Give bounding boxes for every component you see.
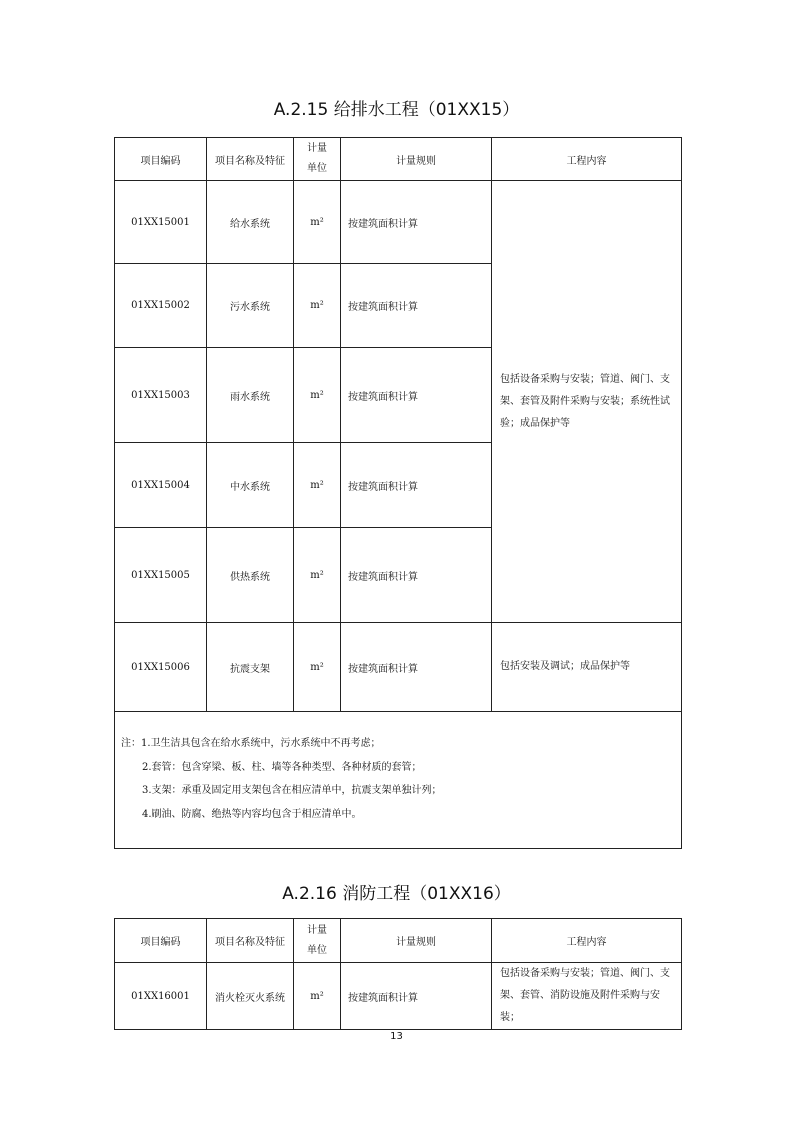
- table-header-row: [115, 919, 682, 963]
- table-row: [115, 181, 682, 264]
- header-rule: 计量规则: [341, 919, 492, 963]
- row-code: 01XX16001: [115, 963, 207, 1030]
- row-unit: m²: [294, 264, 341, 348]
- header-unit-line1: 计量: [307, 143, 327, 154]
- row-name: 给水系统: [207, 181, 294, 264]
- row-unit: m²: [294, 348, 341, 443]
- row-name: 抗震支架: [207, 623, 294, 712]
- merged-work-content: 包括设备采购与安装；管道、阀门、支架、套管及附件采购与安装；系统性试验；成品保护等: [492, 181, 682, 623]
- header-unit: [294, 919, 341, 963]
- row-unit: m²: [294, 528, 341, 623]
- header-unit-line2: 单位: [307, 944, 327, 956]
- notes-cell: [115, 712, 682, 849]
- header-code: 项目编码: [115, 138, 207, 181]
- row-unit: m²: [294, 443, 341, 528]
- row-code: 01XX15006: [115, 623, 207, 712]
- header-code: 项目编码: [115, 919, 207, 963]
- header-content: 工程内容: [492, 138, 682, 181]
- row-rule: 按建筑面积计算: [341, 348, 492, 443]
- row-rule: 按建筑面积计算: [341, 963, 492, 1030]
- row-rule: 按建筑面积计算: [341, 181, 492, 264]
- table-row: [115, 623, 682, 712]
- header-name: 项目名称及特征: [207, 138, 294, 181]
- header-unit-line2: 单位: [307, 163, 327, 174]
- row-name: 污水系统: [207, 264, 294, 348]
- row-rule: 按建筑面积计算: [341, 264, 492, 348]
- row-name: 中水系统: [207, 443, 294, 528]
- row-code: 01XX15004: [115, 443, 207, 528]
- row-code: 01XX15001: [115, 181, 207, 264]
- note-line: 4.刷油、防腐、绝热等内容均包含于相应清单中。: [142, 808, 362, 820]
- row-name: 雨水系统: [207, 348, 294, 443]
- row-rule: 按建筑面积计算: [341, 443, 492, 528]
- section-title-2-15: A.2.15 给排水工程（01XX15）: [273, 100, 520, 120]
- header-unit: [294, 138, 341, 181]
- drainage-works-table: [114, 137, 682, 849]
- note-line: 3.支架：承重及固定用支架包含在相应清单中，抗震支架单独计列；: [142, 785, 442, 796]
- row-unit: m²: [294, 181, 341, 264]
- fire-protection-table: [114, 918, 682, 1030]
- header-content: 工程内容: [492, 919, 682, 963]
- row-name: 供热系统: [207, 528, 294, 623]
- page-number: 13: [390, 1031, 403, 1042]
- header-unit-line1: 计量: [307, 924, 327, 936]
- row-work-content: [492, 963, 682, 1030]
- row-code: 01XX15003: [115, 348, 207, 443]
- table-row: [115, 963, 682, 1030]
- row-unit: m²: [294, 963, 341, 1030]
- row-code: 01XX15002: [115, 264, 207, 348]
- content-line: 架、套管、消防设施及附件采购与安装；: [500, 990, 660, 1023]
- header-name: 项目名称及特征: [207, 919, 294, 963]
- row-rule: 按建筑面积计算: [341, 623, 492, 712]
- row-code: 01XX15005: [115, 528, 207, 623]
- row-name: 消火栓灭火系统: [207, 963, 294, 1030]
- content-line: 包括设备采购与安装；管道、阀门、支: [500, 968, 670, 979]
- notes-row: [115, 712, 682, 849]
- note-line: 注：1.卫生洁具包含在给水系统中，污水系统中不再考虑；: [121, 738, 381, 749]
- section-title-2-16: A.2.16 消防工程（01XX16）: [282, 884, 511, 904]
- row-work-content: 包括安装及调试；成品保护等: [492, 623, 682, 712]
- table-header-row: [115, 138, 682, 181]
- header-rule: 计量规则: [341, 138, 492, 181]
- row-unit: m²: [294, 623, 341, 712]
- note-line: 2.套管：包含穿梁、板、柱、墙等各种类型、各种材质的套管；: [142, 761, 422, 773]
- row-rule: 按建筑面积计算: [341, 528, 492, 623]
